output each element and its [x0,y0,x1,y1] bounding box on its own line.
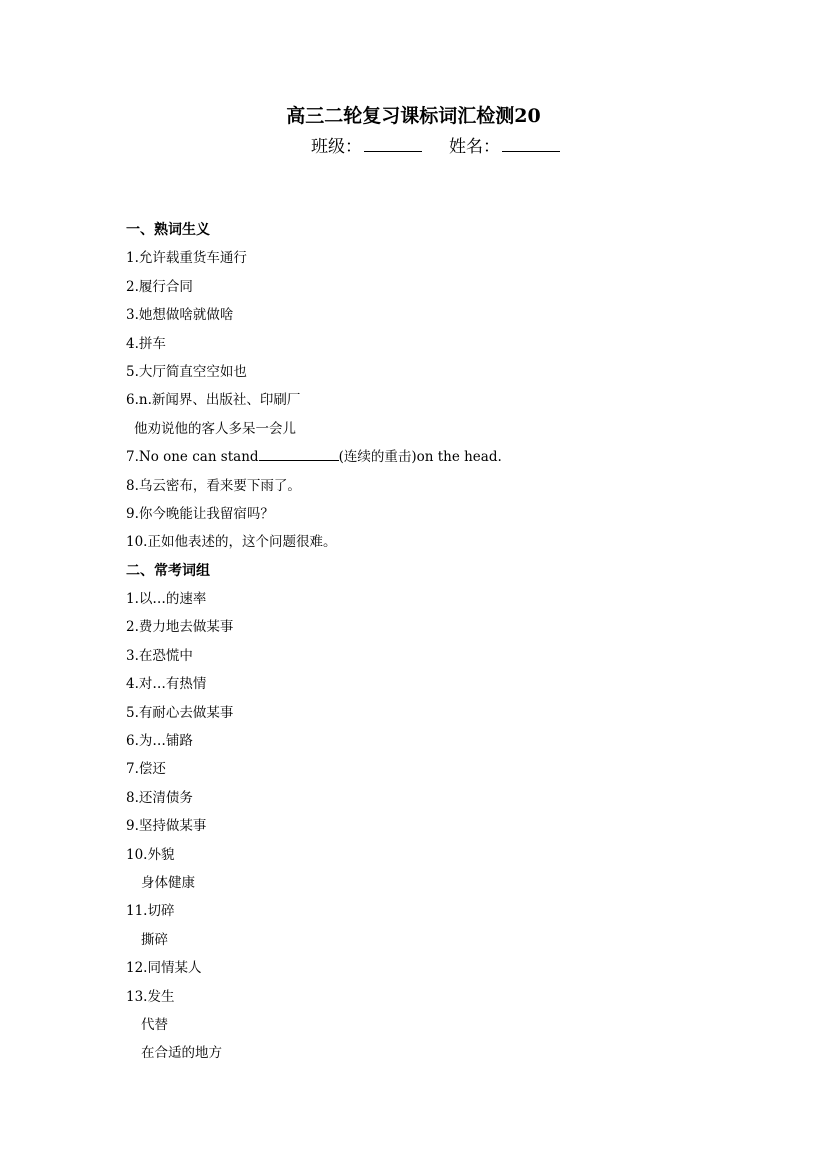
list-item: 9.你今晚能让我留宿吗？ [126,505,274,522]
list-item: 2.履行合同 [126,278,193,295]
list-item: 6.为…铺路 [126,733,193,750]
list-item: 4.拼车 [126,335,166,352]
list-item: 撕碎 [141,931,168,948]
list-item: 4.对…有热情 [126,676,207,693]
list-item: 代替 [141,1016,168,1033]
list-item: 2.费力地去做某事 [126,619,234,636]
list-item: 1.以…的速率 [126,591,207,608]
list-item: 5.有耐心去做某事 [126,704,234,721]
list-item: 11.切碎 [126,903,175,920]
section-heading: 二、常考词组 [126,562,210,579]
list-item: 3.她想做啥就做啥 [126,307,234,324]
class-label: 班级： [311,137,362,157]
list-item: 5.大厅简直空空如也 [126,363,247,380]
list-item: 身体健康 [141,874,195,891]
class-blank[interactable] [364,135,422,152]
student-info [311,132,560,157]
document-title: 高三二轮复习课标词汇检测20 [286,105,541,127]
list-item: 9.坚持做某事 [126,818,207,835]
list-item: 10.正如他表述的，这个问题很难。 [126,534,337,551]
list-item: 12.同情某人 [126,960,202,977]
list-item: 在合适的地方 [141,1045,222,1062]
list-item-fill-blank [126,443,686,471]
item-text: 7.No one can stand [126,449,259,466]
list-item: 3.在恐慌中 [126,647,193,664]
list-item: 他劝说他的客人多呆一会儿 [134,420,296,437]
list-item: 8.还清债务 [126,789,193,806]
list-item: 6.n.新闻界、出版社、印刷厂 [126,392,301,409]
list-item: 13.发生 [126,988,175,1005]
item-text: (连续的重击)on the head. [338,449,502,466]
list-item: 8.乌云密布，看来要下雨了。 [126,477,301,494]
name-blank[interactable] [502,135,560,152]
worksheet-body [126,216,686,1068]
answer-blank[interactable] [259,446,339,461]
name-label: 姓名： [449,137,500,157]
list-item: 7.偿还 [126,761,166,778]
list-item: 1.允许载重货车通行 [126,250,247,267]
list-item: 10.外貌 [126,846,175,863]
section-heading: 一、熟词生义 [126,222,210,238]
